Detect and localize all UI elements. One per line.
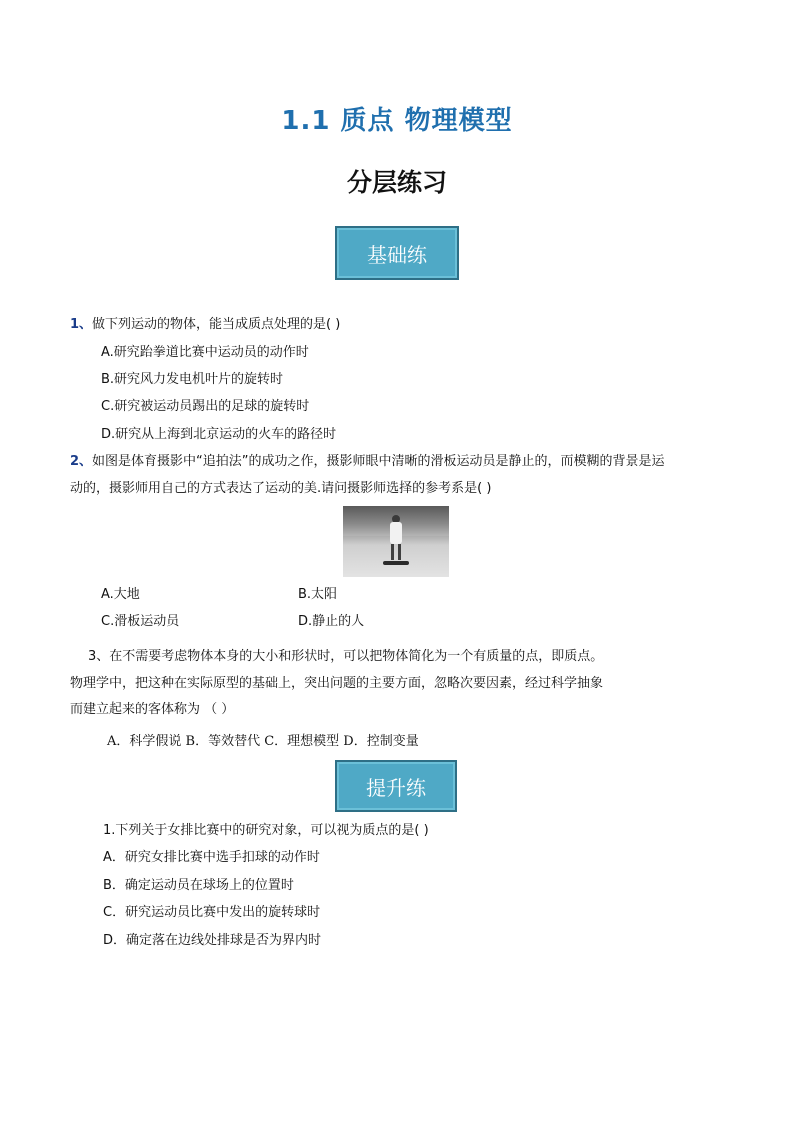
adv-q1-option-d: D．确定落在边线处排球是否为界内时 (103, 933, 322, 948)
adv-q1-option-a: A．研究女排比赛中选手扣球的动作时 (103, 850, 320, 865)
question-2-number: 2、 (70, 454, 93, 469)
question-1-stem: 做下列运动的物体，能当成质点处理的是( ) (92, 317, 341, 332)
photo-person-legs (391, 544, 401, 560)
adv-question-1-stem: 1.下列关于女排比赛中的研究对象，可以视为质点的是( ) (103, 823, 429, 838)
q2-option-a: A.大地 (101, 587, 140, 602)
question-1 (70, 316, 340, 334)
question-1-number: 1、 (70, 317, 93, 332)
adv-q1-option-b: B．确定运动员在球场上的位置时 (103, 878, 294, 893)
question-3-line3: 而建立起来的客体称为 （ ） (70, 702, 235, 717)
q1-option-c: C.研究被运动员踢出的足球的旋转时 (101, 399, 310, 414)
adv-q1-option-c: C．研究运动员比赛中发出的旋转球时 (103, 905, 321, 920)
question-3-line1: 3、在不需要考虑物体本身的大小和形状时，可以把物体简化为一个有质量的点，即质点。 (88, 649, 604, 664)
question-3-options: A．科学假说 B．等效替代 C．理想模型 D．控制变量 (107, 734, 419, 749)
q2-option-b: B.太阳 (298, 587, 338, 602)
question-2-stem-line2: 动的，摄影师用自己的方式表达了运动的美.请问摄影师选择的参考系是( ) (70, 481, 492, 496)
question-2-stem-line1: 如图是体育摄影中“追拍法”的成功之作，摄影师眼中清晰的滑板运动员是静止的，而模糊的背景是运 (92, 454, 665, 469)
section-badge-basic: 基础练 (335, 226, 459, 280)
question-2 (70, 453, 665, 471)
section-badge-advanced: 提升练 (335, 760, 457, 812)
q1-option-a: A.研究跆拳道比赛中运动员的动作时 (101, 345, 309, 360)
page-title: 1.1 质点 物理模型 (281, 106, 513, 136)
q1-option-d: D.研究从上海到北京运动的火车的路径时 (101, 427, 337, 442)
skateboarder-photo (343, 506, 449, 577)
question-3-line2: 物理学中，把这种在实际原型的基础上，突出问题的主要方面，忽略次要因素，经过科学抽象 (70, 676, 604, 691)
q2-option-c: C.滑板运动员 (101, 614, 180, 629)
q2-option-d: D.静止的人 (298, 614, 365, 629)
photo-skateboard (383, 561, 409, 565)
q1-option-b: B.研究风力发电机叶片的旋转时 (101, 372, 284, 387)
page-subtitle: 分层练习 (346, 168, 447, 197)
photo-person-body (390, 522, 402, 544)
